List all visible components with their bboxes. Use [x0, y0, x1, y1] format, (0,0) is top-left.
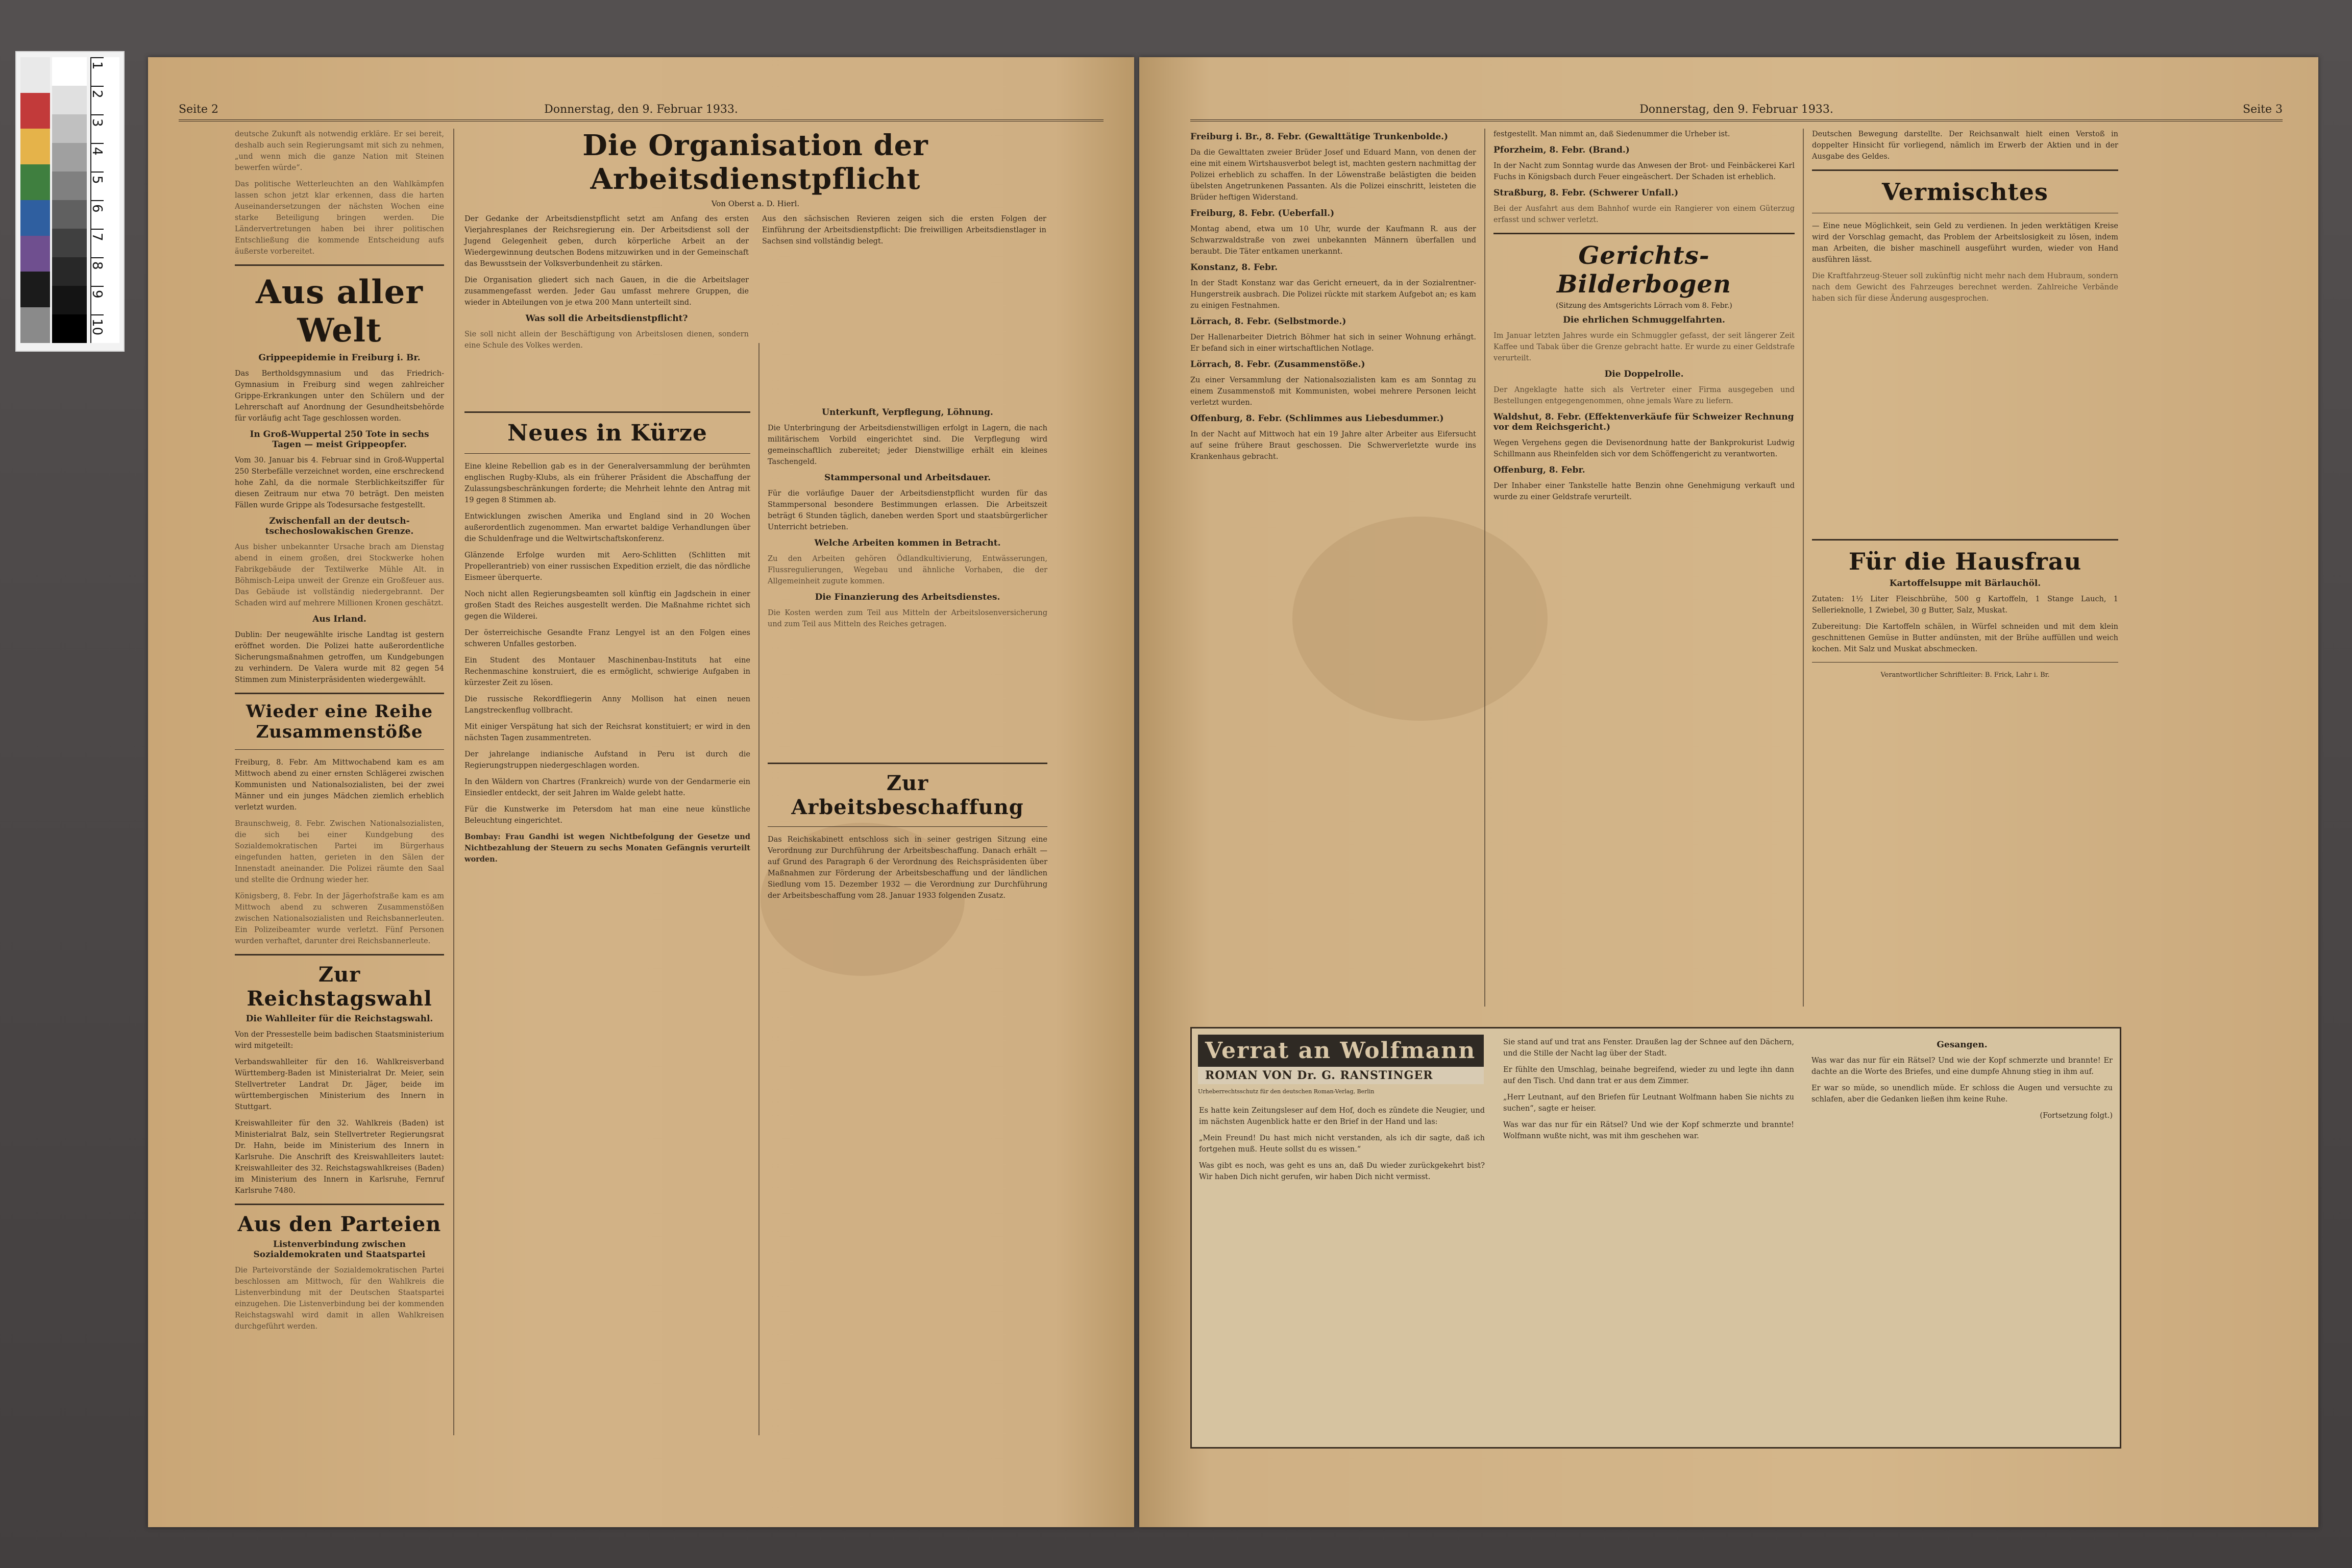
column-rule: [758, 343, 760, 1435]
article-text: Braunschweig, 8. Febr. Zwischen Nationalsozialisten, die sich bei einer Kundgebung des Sozialdemokratischen Partei im Bürgerhaus eingefunden hatten, gerieten in den Sälen der Innenstadt aneinander. Die Polizei räumte den Saal und stellte die Ordnung wieder her.: [235, 820, 444, 884]
serial-text: Was war das nur für ein Rätsel? Und wie der Kopf schmerzte und brannte! Wolfmann wußte nicht, was mit ihm geschehen war.: [1503, 1121, 1794, 1140]
item-title: Zwischenfall an der deutsch-tschechoslowakischen Grenze.: [265, 516, 414, 536]
serial-text: Er fühlte den Umschlag, beinahe begreifend, wieder zu und legte ihn dann auf den Tisch. Und dann trat er aus dem Zimmer.: [1503, 1066, 1794, 1085]
right-column-3: [1812, 129, 2118, 686]
article-text: Der Angeklagte hatte sich als Vertreter einer Firma ausgegeben und Bestellungen entgegengenommen, ohne jemals Ware zu liefern.: [1493, 386, 1795, 405]
article-subtitle: Die Wahlleiter für die Reichstagswahl.: [246, 1014, 433, 1024]
article-text: Sie soll nicht allein der Beschäftigung von Arbeitslosen dienen, sondern eine Schule des Volkes werden.: [464, 330, 749, 350]
article-text: Zubereitung: Die Kartoffeln schälen, in Würfel schneiden und mit dem klein geschnittenen Gemüse in Butter andünsten, mit der Brühe auffüllen und weich kochen. Mit Salz und Muskat abschmecken.: [1812, 623, 2118, 653]
serial-credit: Urheberrechtsschutz für den deutschen Roman-Verlag, Berlin: [1198, 1088, 1375, 1095]
left-column-2: [464, 404, 750, 870]
section-heading: Welche Arbeiten kommen in Betracht.: [814, 538, 1001, 548]
item-text: Der Hallenarbeiter Dietrich Böhmer hat sich in seiner Wohnung erhängt. Er befand sich in einer wirtschaftlichen Notlage.: [1190, 333, 1476, 353]
item-title: Waldshut, 8. Febr. (Effektenverkäufe für Schweizer Rechnung vor dem Reichsgericht.): [1493, 412, 1794, 432]
column-rule: [453, 129, 454, 1435]
news-item: Bombay: Frau Gandhi ist wegen Nichtbefolgung der Gesetze und Nichtbezahlung der Steuern zu sechs Monaten Gefängnis verurteilt worden.: [464, 832, 750, 864]
item-title: Aus Irland.: [312, 614, 366, 624]
news-item: Der österreichische Gesandte Franz Lengyel ist an den Folgen eines schweren Unfalles gestorben.: [464, 629, 750, 648]
ruler-number: 10: [89, 318, 105, 336]
swatch-black: [20, 272, 50, 307]
ruler-number: 6: [89, 204, 105, 213]
headline-gerichts-bilderbogen: Gerichts-Bilderbogen: [1556, 241, 1731, 299]
article-question: Was soll die Arbeitsdienstpflicht?: [525, 313, 688, 324]
swatch-blue: [20, 200, 50, 236]
serial-text: Es hatte kein Zeitungsleser auf dem Hof, doch es zündete die Neugier, und im nächsten Augenblick hatte er den Brief in der Hand und las:: [1199, 1107, 1485, 1126]
item-title: In Groß-Wuppertal 250 Tote in sechs Tagen — meist Grippeopfer.: [250, 429, 429, 450]
newspaper-page-left: [148, 57, 1134, 1527]
gray-scale: [52, 57, 87, 343]
article-text: — Eine neue Möglichkeit, sein Geld zu verdienen. In jeden werktätigen Kreise wird der Vorschlag gemacht, das Problem der Arbeitslosigkeit zu lösen, indem man Arbeiten, die bisher maschinell ausgeführt wurden, wieder von Hand ausführen lässt.: [1812, 222, 2118, 264]
article-text: Die Unterbringung der Arbeitsdienstwilligen erfolgt in Lagern, die nach militärischem Vorbild eingerichtet sind. Die Verpflegung wird gemeinschaftlich zubereitet; jeder Dienstwillige erhält ein kleines Taschengeld.: [768, 424, 1047, 466]
ruler-number: 2: [89, 90, 105, 99]
article-text: Das Reichskabinett entschloss sich in seiner gestrigen Sitzung eine Verordnung zur Durchführung der Arbeitsbeschaffung. Danach erhält — auf Grund des Paragraph 6 der Verordnung des Reichspräsidenten über Maßnahmen zur Förderung der Arbeitsbeschaffung und der ländlichen Siedlung vom 15. Dezember 1932 — die Verordnung zur Durchführung der Arbeitsbeschaffung vom 28. Januar 1933 folgenden Zusatz.: [768, 836, 1047, 900]
organisation-article: [464, 129, 1046, 356]
serial-subtitle: ROMAN VON Dr. G. RANSTINGER: [1198, 1067, 1484, 1084]
news-item: Noch nicht allen Regierungsbeamten soll künftig ein Jagdschein in einer großen Stadt des Reiches ausgestellt werden. Die Maßnahme richtet sich gegen die Wilderei.: [464, 590, 750, 621]
serial-text: Was gibt es noch, was geht es uns an, daß Du wieder zurückgekehrt bist? Wir haben Dich nicht gerufen, wir haben Dich nicht vermisst.: [1199, 1162, 1485, 1181]
article-subtitle: Kartoffelsuppe mit Bärlauchöl.: [1889, 578, 2041, 589]
item-text: Bei der Ausfahrt aus dem Bahnhof wurde ein Rangierer von einem Güterzug erfasst und schwer verletzt.: [1493, 205, 1795, 224]
ruler-number: 7: [89, 233, 105, 241]
item-text: In der Stadt Konstanz war das Gericht erneuert, da in der Sozialrentner-Hungerstreik ausbrach. Die Polizei rückte mit starkem Aufgebot an; es kam zu einigen Festnahmen.: [1190, 279, 1476, 310]
running-head-left: [179, 101, 1104, 121]
article-fragment: Das politische Wetterleuchten an den Wahlkämpfen lassen schon jetzt klar erkennen, dass die harten Auseinandersetzungen der nächsten Wochen eine starke Beteiligung bringen werden. Die Ländervertretungen haben bei ihrer politischen Entschließung die kommende Entscheidung aufs äußerste vorbereitet.: [235, 180, 444, 256]
article-text: Kreiswahlleiter für den 32. Wahlkreis (Baden) ist Ministerialrat Balz, sein Stellvertreter Regierungsrat Dr. Hahn, beide im Ministerium des Innern in Karlsruhe. Die Anschrift des Kreiswahlleiters lautet: Kreiswahlleiter des 32. Reichstagswahlkreises (Baden) im Ministerium des Innern in Karlsruhe, Fernruf Karlsruhe 7480.: [235, 1119, 444, 1195]
news-item: Für die Kunstwerke im Petersdom hat man eine neue künstliche Beleuchtung eingerichtet.: [464, 805, 750, 825]
news-item: Eine kleine Rebellion gab es in der Generalversammlung der berühmten englischen Rugby-Klubs, als ein früherer Präsident die Abschaffung der Zulassungsbeschränkungen forderte; die Mehrheit lehnte den Antrag mit 19 gegen 8 Stimmen ab.: [464, 462, 750, 504]
article-fragment: deutsche Zukunft als notwendig erkläre. Er sei bereit, deshalb auch sein Regierungsamt mit sich zu nehmen, „und wenn mich die ganze Nation mit Steinen bewerfen würde“.: [235, 130, 444, 172]
serial-column-1: [1199, 1105, 1485, 1188]
serial-column-3: [1811, 1037, 2113, 1126]
swatch-green: [20, 164, 50, 200]
section-heading: Die Doppelrolle.: [1604, 369, 1684, 379]
page-date: Donnerstag, den 9. Februar 1933.: [544, 103, 738, 116]
item-text: Montag abend, etwa um 10 Uhr, wurde der Kaufmann R. aus der Schwarzwaldstraße von zwei unbekannten Männern überfallen und beraubt. Die Täter entkamen unerkannt.: [1190, 225, 1476, 256]
newspaper-page-right: [1139, 57, 2318, 1527]
serial-text: „Herr Leutnant, auf den Briefen für Leutnant Wolfmann haben Sie nichts zu suchen“, sagte er heiser.: [1503, 1093, 1794, 1113]
swatch-purple: [20, 236, 50, 272]
headline-zusammenstoesse: Wieder eine Reihe Zusammenstöße: [246, 701, 433, 742]
ruler-number: 5: [89, 176, 105, 184]
item-text: In der Nacht auf Mittwoch hat ein 19 Jahre alter Arbeiter aus Eifersucht auf seine frühere Braut geschossen. Die Schwerverletzte wurde ins Krankenhaus gebracht.: [1190, 430, 1476, 461]
news-item: Mit einiger Verspätung hat sich der Reichsrat konstituiert; er wird in den nächsten Tagen zusammentreten.: [464, 723, 750, 742]
article-byline: (Sitzung des Amtsgerichts Lörrach vom 8. Febr.): [1556, 302, 1732, 310]
page-date: Donnerstag, den 9. Februar 1933.: [1639, 103, 1833, 116]
cm-ruler: [90, 57, 119, 343]
news-item: Ein Student des Montauer Maschinenbau-Instituts hat eine Rechenmaschine konstruiert, die es ermöglicht, schwierige Aufgaben in kürzester Zeit zu lösen.: [464, 656, 750, 687]
headline-organisation: Die Organisation der Arbeitsdienstpflicht: [582, 129, 928, 196]
color-swatches: [20, 57, 50, 343]
article-text: Im Januar letzten Jahres wurde ein Schmuggler gefasst, der seit längerer Zeit Kaffee und Tabak über die Grenze gebracht hatte. Er wurde zu einer Geldstrafe verurteilt.: [1493, 332, 1795, 362]
ruler-number: 8: [89, 261, 105, 270]
article-text: Für die vorläufige Dauer der Arbeitsdienstpflicht wurden für das Stammpersonal besondere Bestimmungen erlassen. Die Arbeitszeit beträgt 6 Stunden täglich, daneben werden Sport und staatsbürgerlicher Unterricht betrieben.: [768, 489, 1047, 531]
color-scale-card: [15, 51, 125, 352]
left-column-3: [768, 404, 1047, 906]
news-item: Glänzende Erfolge wurden mit Aero-Schlitten (Schlitten mit Propellerantrieb) von einer russischen Expedition erzielt, die das nördliche Eismeer überquerte.: [464, 551, 750, 582]
item-text: Da die Gewalttaten zweier Brüder Josef und Eduard Mann, von denen der eine mit einem Wirtshausverbot belegt ist, machten gestern nachmittag der Polizei erheblich zu schaffen. In der Löwenstraße belästigten die beiden übelsten Angetrunkenen Passanten. Als die Polizei einschritt, leisteten die Brüder heftigen Widerstand.: [1190, 149, 1477, 202]
swatch-red: [20, 93, 50, 129]
serial-novel-box: [1190, 1027, 2121, 1449]
article-text: Die Organisation gliedert sich nach Gauen, in die die Arbeitslager zusammengefasst werden. Jeder Gau umfasst mehrere Gruppen, die wieder in Abteilungen von je etwa 200 Mann unterteilt sind.: [464, 276, 749, 307]
headline-neues-in-kuerze: Neues in Kürze: [507, 420, 707, 446]
article-text: Von der Pressestelle beim badischen Staatsministerium wird mitgeteilt:: [235, 1031, 444, 1050]
swatch-yellow: [20, 129, 50, 164]
swatch-white: [20, 57, 50, 93]
item-text: Der Inhaber einer Tankstelle hatte Benzin ohne Genehmigung verkauft und wurde zu einer Geldstrafe verurteilt.: [1493, 482, 1795, 501]
left-column-1: [235, 129, 444, 1337]
column-rule: [1484, 129, 1485, 1007]
headline-arbeitsbeschaffung: Zur Arbeitsbeschaffung: [791, 771, 1024, 819]
item-text: Zu einer Versammlung der Nationalsozialisten kam es am Sonntag zu einem Zusammenstoß mit Kommunisten, wobei mehrere Personen leicht verletzt wurden.: [1190, 376, 1476, 407]
item-title: Freiburg i. Br., 8. Febr. (Gewalttätige Trunkenbolde.): [1190, 132, 1449, 142]
serial-text: Was war das nur für ein Rätsel? Und wie der Kopf schmerzte und brannte! Er dachte an die Worte des Briefes, und eine dumpfe Ahnung stieg in ihm auf.: [1811, 1057, 2113, 1076]
serial-section-heading: Gesangen.: [1937, 1040, 1988, 1050]
article-text: Deutschen Bewegung darstellte. Der Reichsanwalt hielt einen Verstoß in doppelter Hinsicht für vorliegend, nämlich im Erwerb der Aktien und in der Ausgabe des Geldes.: [1812, 130, 2118, 161]
article-text: Der Gedanke der Arbeitsdienstpflicht setzt am Anfang des ersten Vierjahresplanes der Reichsregierung ein. Der Arbeitsdienst soll der Jugend Gelegenheit geben, durch körperliche Arbeit an der Wiedergewinnung deutschen Bodens mitzuwirken und in der Gemeinschaft das Bewusstsein der Volksverbundenheit zu stärken.: [464, 215, 749, 268]
right-column-2: [1493, 129, 1795, 508]
ruler-number: 1: [89, 61, 105, 70]
article-text: Die Parteivorstände der Sozialdemokratischen Partei beschlossen am Mittwoch, für den Wahlkreis die Listenverbindung mit der Deutschen Staatspartei einzugehen. Die Listenverbindung bei der kommenden Reichstagswahl wird damit in allen Wahlkreisen durchgeführt werden.: [235, 1266, 444, 1331]
article-text: Königsberg, 8. Febr. In der Jägerhofstraße kam es am Mittwoch abend zu schweren Zusammenstößen zwischen Nationalsozialisten und Reichsbannerleuten. Ein Polizeibeamter wurde verletzt. Fünf Personen wurden verhaftet, darunter drei Reichsbannerleute.: [235, 892, 444, 945]
item-text: Wegen Vergehens gegen die Devisenordnung hatte der Bankprokurist Ludwig Schillmann aus Rheinfelden sich vor dem Schöffengericht zu verantworten.: [1493, 439, 1795, 458]
section-heading: Unterkunft, Verpflegung, Löhnung.: [822, 407, 993, 418]
section-heading: Die Finanzierung des Arbeitsdienstes.: [815, 592, 1000, 602]
article-byline: Von Oberst a. D. Hierl.: [711, 199, 800, 208]
item-title: Lörrach, 8. Febr. (Selbstmorde.): [1190, 316, 1346, 327]
ruler-number: 4: [89, 147, 105, 156]
article-text: Die Kosten werden zum Teil aus Mitteln der Arbeitslosenversicherung und zum Teil aus Mitteln des Reiches getragen.: [768, 609, 1047, 628]
headline-fuer-die-hausfrau: Für die Hausfrau: [1848, 548, 2082, 575]
item-title: Offenburg, 8. Febr. (Schlimmes aus Liebesdummer.): [1190, 413, 1444, 424]
headline-aus-aller-welt: Aus aller Welt: [255, 273, 424, 350]
item-text: Dublin: Der neugewählte irische Landtag ist gestern eröffnet worden. Die Polizei hatte außerordentliche Sicherungsmaßnahmen getroffen, um Kundgebungen zu verhindern. De Valera wurde mit 82 gegen 54 Stimmen zum Ministerpräsidenten wiedergewählt.: [235, 631, 444, 684]
item-title: Pforzheim, 8. Febr. (Brand.): [1493, 145, 1630, 155]
serial-header: [1198, 1035, 1484, 1102]
item-title: Freiburg, 8. Febr. (Ueberfall.): [1190, 208, 1335, 218]
imprint: Verantwortlicher Schriftleiter: B. Frick, Lahr i. Br.: [1880, 671, 2050, 679]
section-heading: Stammpersonal und Arbeitsdauer.: [824, 473, 991, 483]
headline-reichstagswahl: Zur Reichstagswahl: [247, 963, 432, 1011]
ruler-number: 9: [89, 290, 105, 299]
article-subtitle: Listenverbindung zwischen Sozialdemokraten und Staatspartei: [253, 1239, 426, 1260]
item-title: Straßburg, 8. Febr. (Schwerer Unfall.): [1493, 188, 1679, 198]
serial-text: „Mein Freund! Du hast mich nicht verstanden, als ich dir sagte, daß ich fortgehen muß. Heute sollst du es wissen.“: [1199, 1134, 1485, 1154]
section-heading: Die ehrlichen Schmuggelfahrten.: [1563, 315, 1725, 325]
news-item: In den Wäldern von Chartres (Frankreich) wurde von der Gendarmerie ein Einsiedler entdeckt, der seit Jahren im Walde gelebt hatte.: [464, 778, 750, 797]
item-title: Grippeepidemie in Freiburg i. Br.: [258, 353, 421, 363]
article-text: Freiburg, 8. Febr. Am Mittwochabend kam es am Mittwoch abend zu einer ernsten Schlägerei zwischen Kommunisten und Nationalsozialisten, bei der zwei Männer und ein junges Mädchen ziemlich erheblich verletzt wurden.: [235, 758, 444, 812]
item-title: Konstanz, 8. Febr.: [1190, 262, 1278, 273]
item-text: Vom 30. Januar bis 4. Februar sind in Groß-Wuppertal 250 Sterbefälle verzeichnet worden, eine erschreckend hohe Zahl, da die normale Sterblichkeitsziffer für diesen Zeitraum nur etwa 70 beträgt. Den meisten Fällen wurde Grippe als Todesursache festgestellt.: [235, 456, 444, 509]
serial-continuation: (Fortsetzung folgt.): [2040, 1112, 2113, 1120]
item-title: Offenburg, 8. Febr.: [1493, 465, 1585, 475]
serial-text: Sie stand auf und trat ans Fenster. Draußen lag der Schnee auf den Dächern, und die Stille der Nacht lag über der Stadt.: [1503, 1038, 1794, 1058]
article-text: Aus den sächsischen Revieren zeigen sich die ersten Folgen der Einführung der Arbeitsdienstpflicht: Die freiwilligen Arbeitsdienstlager in Sachsen sind vollständig belegt.: [762, 215, 1046, 246]
swatch-gray: [20, 307, 50, 343]
news-item: Der jahrelange indianische Aufstand in Peru ist durch die Regierungstruppen niedergeschlagen worden.: [464, 750, 750, 770]
column-rule: [1803, 129, 1804, 1007]
page-number: Seite 2: [179, 103, 218, 116]
item-title: Lörrach, 8. Febr. (Zusammenstöße.): [1190, 359, 1365, 370]
serial-column-2: [1503, 1037, 1794, 1147]
article-text: festgestellt. Man nimmt an, daß Siedenummer die Urheber ist.: [1493, 130, 1730, 138]
article-text: Zutaten: 1½ Liter Fleischbrühe, 500 g Kartoffeln, 1 Stange Lauch, 1 Sellerieknolle, 1 Zwiebel, 30 g Butter, Salz, Muskat.: [1812, 595, 2118, 615]
headline-parteien: Aus den Parteien: [237, 1212, 442, 1236]
item-text: In der Nacht zum Sonntag wurde das Anwesen der Brot- und Feinbäckerei Karl Fuchs in Königsbach durch Feuer eingeäschert. Der Schaden ist erheblich.: [1493, 162, 1795, 181]
article-text: Verbandswahlleiter für den 16. Wahlkreisverband Württemberg-Baden ist Ministerialrat Dr. Meier, sein Stellvertreter Landrat Dr. Jäger, beide im württembergischen Ministerium des Innern in Stuttgart.: [235, 1058, 444, 1111]
running-head-right: [1190, 101, 2283, 121]
news-item: Entwicklungen zwischen Amerika und England sind in 20 Wochen außerordentlich zugenommen. Man erwartet baldige Verhandlungen über die Schuldenfrage und die Weltwirtschaftskonferenz.: [464, 512, 750, 543]
article-text: Die Kraftfahrzeug-Steuer soll zukünftig nicht mehr nach dem Hubraum, sondern nach dem Gewicht des Fahrzeuges berechnet werden. Zahlreiche Verbände haben sich für diese Änderung ausgesprochen.: [1812, 272, 2118, 303]
news-item: Die russische Rekordfliegerin Anny Mollison hat einen neuen Langstreckenflug vollbracht.: [464, 695, 750, 715]
article-text: Zu den Arbeiten gehören Ödlandkultivierung, Entwässerungen, Flussregulierungen, Wegebau und ähnliche Vorhaben, die der Allgemeinheit zugute kommen.: [768, 555, 1047, 585]
ruler-number: 3: [89, 118, 105, 127]
page-number: Seite 3: [2243, 103, 2283, 116]
item-text: Das Bertholdsgymnasium und das Friedrich-Gymnasium in Freiburg sind wegen zahlreicher Grippe-Erkrankungen unter den Schülern und der Lehrerschaft auf Anordnung der Gesundheitsbehörde für vorläufig acht Tage geschlossen worden.: [235, 370, 444, 423]
headline-vermischtes: Vermischtes: [1882, 178, 2048, 206]
right-column-1: [1190, 129, 1476, 468]
serial-title: Verrat an Wolfmann: [1198, 1035, 1484, 1067]
serial-text: Er war so müde, so unendlich müde. Er schloss die Augen und versuchte zu schlafen, aber die Gedanken ließen ihm keine Ruhe.: [1811, 1084, 2113, 1104]
item-text: Aus bisher unbekannter Ursache brach am Dienstag abend in einem großen, drei Stockwerke hohen Fabrikgebäude der Textilwerke Mühle Alt. in Böhmisch-Leipa unweit der Grenze ein Großfeuer aus. Das Gebäude ist vollständig niedergebrannt. Der Schaden wird auf mehrere Millionen Kronen geschätzt.: [235, 543, 444, 607]
